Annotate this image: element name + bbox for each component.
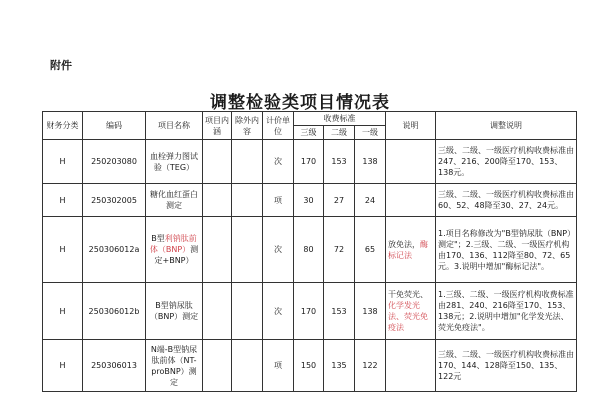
cell-code: 250302005 bbox=[83, 184, 146, 217]
cell-level2: 27 bbox=[324, 184, 355, 217]
cell-category: H bbox=[43, 340, 83, 392]
cell-adjustment: 三级、二级、一级医疗机构收费标准由247、216、200降至170、153、138元。 bbox=[436, 140, 577, 184]
table-row bbox=[43, 340, 577, 392]
cell-category: H bbox=[43, 217, 83, 283]
cell-content bbox=[203, 184, 232, 217]
cell-level1: 122 bbox=[355, 340, 386, 392]
description-text: 干免荧光、 bbox=[388, 290, 429, 299]
cell-exclusions bbox=[232, 184, 263, 217]
cell-level2: 153 bbox=[324, 140, 355, 184]
cell-code: 250306012b bbox=[83, 283, 146, 340]
header-content: 项目内涵 bbox=[203, 112, 232, 140]
cell-exclusions bbox=[232, 140, 263, 184]
header-fee-group: 收费标准 bbox=[294, 112, 386, 126]
cell-level2: 153 bbox=[324, 283, 355, 340]
cell-level3: 30 bbox=[294, 184, 324, 217]
cell-name: N端-B型钠尿肽前体（NT-proBNP）测定 bbox=[146, 340, 203, 392]
cell-unit: 项 bbox=[263, 340, 294, 392]
adjustment-table bbox=[42, 111, 577, 392]
cell-unit: 次 bbox=[263, 140, 294, 184]
cell-unit: 项 bbox=[263, 184, 294, 217]
description-text-added: 化学发光法、荧光免疫法 bbox=[388, 301, 429, 332]
table-row bbox=[43, 140, 577, 184]
cell-unit: 次 bbox=[263, 217, 294, 283]
name-text-revised: 利钠肽前体（BNP） bbox=[149, 234, 197, 254]
cell-adjustment: 1.项目名称修改为"B型钠尿肽（BNP）测定"；2.三级、二级、一级医疗机构由170、136、112降至80、72、65元。3.说明中增加"酶标记法"。 bbox=[436, 217, 577, 283]
name-text-suffix: 测定+BNP） bbox=[154, 245, 199, 265]
cell-level3: 80 bbox=[294, 217, 324, 283]
cell-adjustment: 三级、二级、一级医疗机构收费标准由60、52、48降至30、27、24元。 bbox=[436, 184, 577, 217]
cell-category: H bbox=[43, 283, 83, 340]
cell-code: 250203080 bbox=[83, 140, 146, 184]
header-level2: 二级 bbox=[324, 126, 355, 140]
cell-level2: 72 bbox=[324, 217, 355, 283]
cell-level3: 170 bbox=[294, 283, 324, 340]
cell-exclusions bbox=[232, 340, 263, 392]
header-adjustment: 调整说明 bbox=[436, 112, 577, 140]
cell-exclusions bbox=[232, 283, 263, 340]
cell-adjustment: 1.三级、二级、一级医疗机构收费标准由281、240、216降至170、153、138元；2.说明中增加"化学发光法、荧光免疫法"。 bbox=[436, 283, 577, 340]
cell-category: H bbox=[43, 140, 83, 184]
cell-level1: 65 bbox=[355, 217, 386, 283]
cell-description bbox=[386, 283, 436, 340]
table-row bbox=[43, 184, 577, 217]
header-level1: 一级 bbox=[355, 126, 386, 140]
header-category: 财务分类 bbox=[43, 112, 83, 140]
cell-name bbox=[146, 217, 203, 283]
cell-adjustment: 三级、二级、一级医疗机构收费标准由170、144、128降至150、135、122元 bbox=[436, 340, 577, 392]
cell-content bbox=[203, 340, 232, 392]
cell-content bbox=[203, 283, 232, 340]
cell-level3: 170 bbox=[294, 140, 324, 184]
header-unit: 计价单位 bbox=[263, 112, 294, 140]
cell-level1: 138 bbox=[355, 140, 386, 184]
cell-code: 250306012a bbox=[83, 217, 146, 283]
description-text-added: 酶标记法 bbox=[388, 239, 429, 260]
table-row bbox=[43, 283, 577, 340]
cell-name: 血栓弹力图试验（TEG） bbox=[146, 140, 203, 184]
header-description: 说明 bbox=[386, 112, 436, 140]
cell-content bbox=[203, 140, 232, 184]
cell-code: 250306013 bbox=[83, 340, 146, 392]
cell-description bbox=[386, 217, 436, 283]
cell-content bbox=[203, 217, 232, 283]
cell-level2: 135 bbox=[324, 340, 355, 392]
cell-name: B型钠尿肽（BNP）测定 bbox=[146, 283, 203, 340]
header-code: 编码 bbox=[83, 112, 146, 140]
header-name: 项目名称 bbox=[146, 112, 203, 140]
cell-category: H bbox=[43, 184, 83, 217]
cell-description bbox=[386, 340, 436, 392]
cell-level1: 138 bbox=[355, 283, 386, 340]
header-exclusions: 除外内容 bbox=[232, 112, 263, 140]
document-title: 调整检验类项目情况表 bbox=[210, 93, 390, 113]
cell-name: 糖化血红蛋白测定 bbox=[146, 184, 203, 217]
cell-unit: 次 bbox=[263, 283, 294, 340]
header-level3: 三级 bbox=[294, 126, 324, 140]
cell-level1: 24 bbox=[355, 184, 386, 217]
cell-description bbox=[386, 184, 436, 217]
table-row bbox=[43, 217, 577, 283]
cell-description bbox=[386, 140, 436, 184]
attachment-label: 附件 bbox=[50, 59, 72, 72]
cell-exclusions bbox=[232, 217, 263, 283]
description-text: 放免法， bbox=[388, 239, 421, 249]
cell-level3: 150 bbox=[294, 340, 324, 392]
table-header-row bbox=[43, 112, 577, 126]
name-text: B型 bbox=[151, 234, 165, 243]
